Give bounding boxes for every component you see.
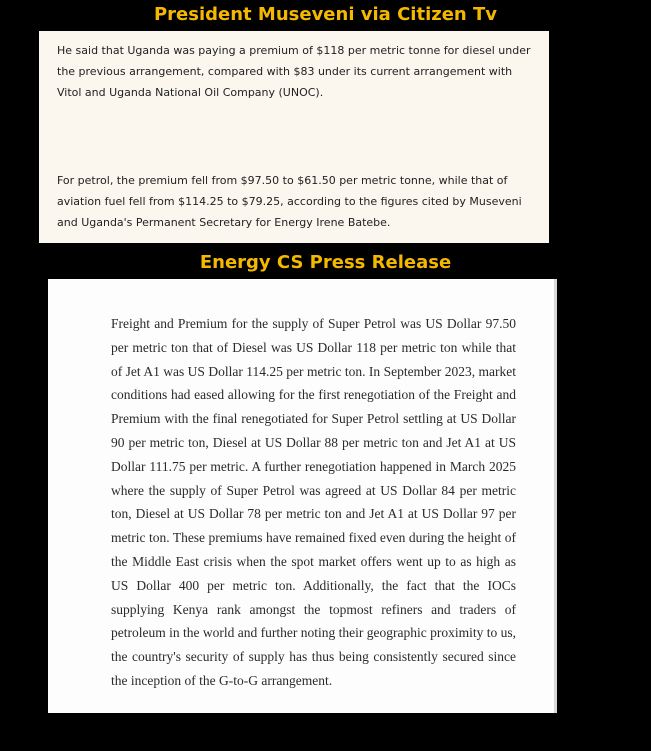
paragraph-diesel-premium: He said that Uganda was paying a premium of $118 per metric tonne for diesel under the previous arrangement, compared with $83 under its current arrangement with Vitol and Uganda National Oil Company (UNOC).	[57, 44, 531, 99]
section-heading-energy-cs: Energy CS Press Release	[199, 252, 452, 273]
quote-card-museveni	[39, 31, 549, 243]
press-release-excerpt	[48, 279, 557, 713]
section-heading-museveni: President Museveni via Citizen Tv	[153, 4, 498, 25]
press-release-body: Freight and Premium for the supply of Super Petrol was US Dollar 97.50 per metric ton that of Diesel was US Dollar 118 per metric ton while that of Jet A1 was US Dollar 114.25 per metric ton. In September 2023, market conditions had eased allowing for the first renegotiation of the Freight and Premium with the final renegotiated for Super Petrol settling at US Dollar 90 per metric ton, Diesel at US Dollar 88 per metric ton and Jet A1 at US Dollar 111.75 per metric. A further renegotiation happened in March 2025 where the supply of Super Petrol was agreed at US Dollar 84 per metric ton, Diesel at US Dollar 78 per metric ton and Jet A1 at US Dollar 97 per metric ton. These premiums have remained fixed even during the height of the Middle East crisis when the spot market offers went up to as high as US Dollar 400 per metric ton. Additionally, the fact that the IOCs supplying Kenya rank amongst the topmost refiners and traders of petroleum in the world and further noting their geographic proximity to us, the country's security of supply has thus being consistently secured since the inception of the G-to-G arrangement.	[111, 316, 516, 688]
paragraph-petrol-aviation-premium: For petrol, the premium fell from $97.50 to $61.50 per metric tonne, while that of aviation fuel fell from $114.25 to $79.25, according to the figures cited by Museveni and Uganda's Permanent Secretary for Energy Irene Batebe.	[57, 174, 522, 229]
